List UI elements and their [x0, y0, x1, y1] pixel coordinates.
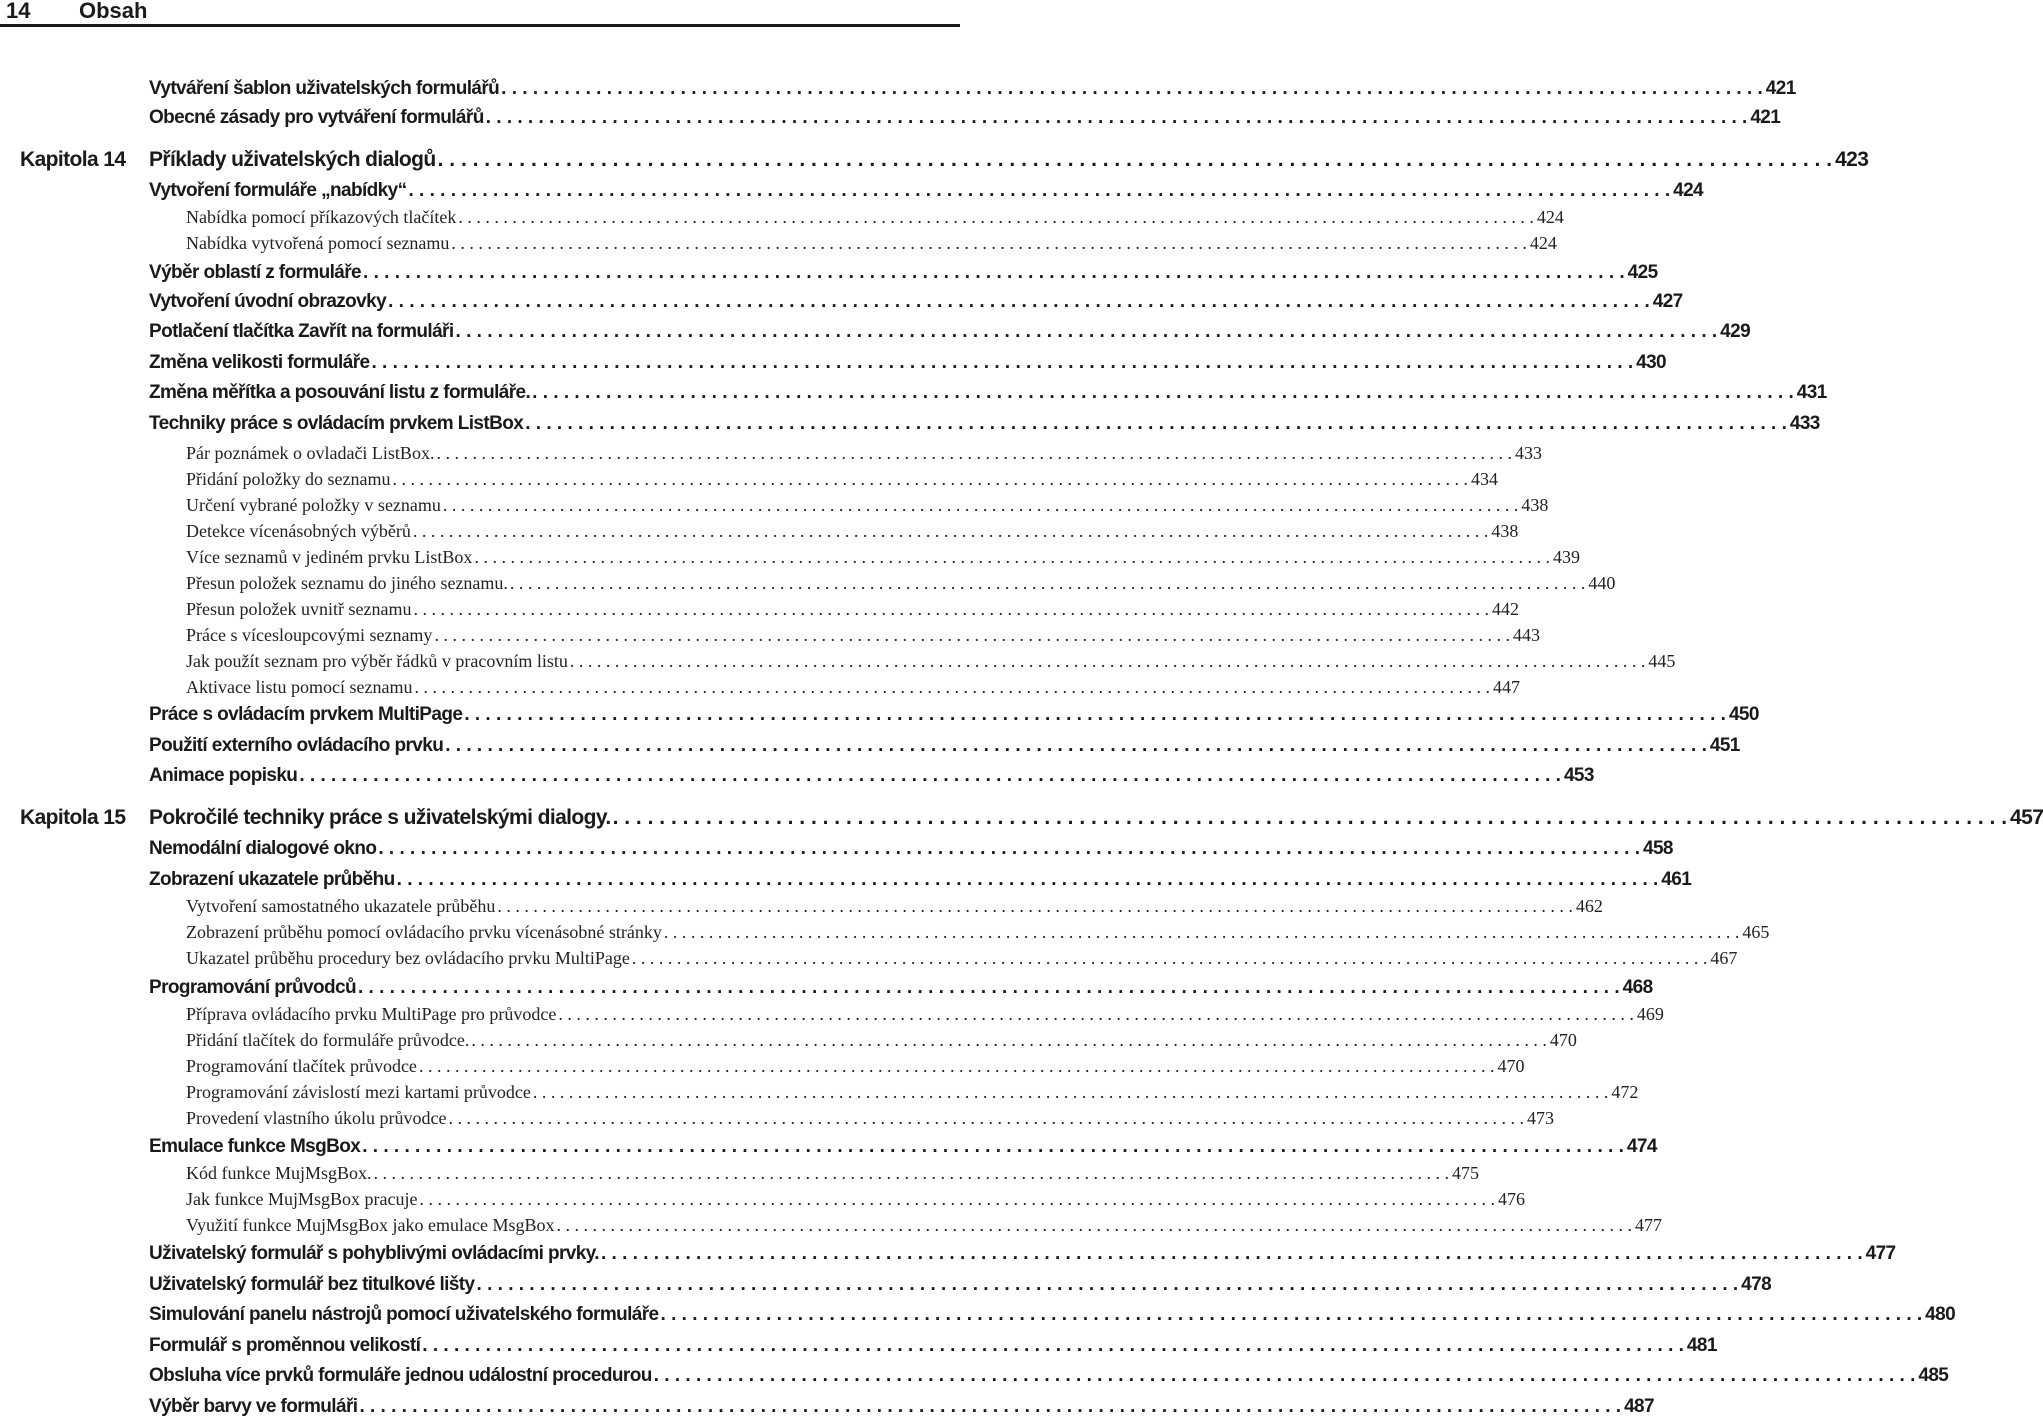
- entry-title: Příklady uživatelských dialogů: [149, 148, 436, 171]
- toc-section-row[interactable]: [0, 735, 1740, 761]
- entry-title: Vytvoření samostatného ukazatele průběhu: [186, 896, 496, 916]
- entry-title: Přidání položky do seznamu: [186, 469, 391, 489]
- entry-title: Ukazatel průběhu procedury bez ovládacího prvku MultiPage: [186, 948, 630, 968]
- page-title: Obsah: [79, 0, 148, 23]
- entry-title: Vytvoření úvodní obrazovky: [149, 291, 387, 312]
- toc-subsection-row[interactable]: [0, 207, 1564, 233]
- entry-title: Aktivace listu pomocí seznamu: [186, 677, 413, 697]
- dot-leader: . . . . . . . . . . . . . . . . . . . . . . . . . . . . . . . . . . . . . . . . . . . . . . . . . . . . . . . . . . . . . . . . . . . . . . . . . . . . . . . . . . . . . . . . . . . . . . . . . . . . . . . . . . . . . . . . . . . . . . . .: [631, 948, 1708, 968]
- toc-subsection-row[interactable]: [0, 469, 1498, 495]
- page-number: 14: [6, 0, 31, 23]
- toc-section-row[interactable]: [0, 1274, 1772, 1300]
- entry-title: Jak použít seznam pro výběr řádků v pracovním listu: [186, 651, 568, 671]
- entry-title: Práce s ovládacím prvkem MultiPage: [149, 704, 463, 725]
- entry-title: Detekce vícenásobných výběrů: [186, 521, 411, 541]
- entry-page-number: 467: [1710, 948, 1738, 968]
- entry-page-number: 429: [1720, 321, 1751, 342]
- toc-subsection-row[interactable]: [0, 922, 1770, 948]
- dot-leader: . . . . . . . . . . . . . . . . . . . . . . . . . . . . . . . . . . . . . . . . . . . . . . . . . . . . . . . . . . . . . . . . . . . . . . . . . . . . . . . . . . . . . . . . . . . . . . . . . . . . . . . . . . . . . . . . . . . . . . . .: [378, 838, 1640, 859]
- page-header: [0, 0, 960, 28]
- toc-subsection-row[interactable]: [0, 1215, 1662, 1241]
- entry-title: Techniky práce s ovládacím prvkem ListBox: [149, 413, 524, 434]
- entry-title: Práce s vícesloupcovými seznamy: [186, 625, 433, 645]
- entry-page-number: 469: [1636, 1004, 1664, 1024]
- entry-page-number: 477: [1865, 1243, 1896, 1264]
- entry-page-number: 438: [1491, 521, 1519, 541]
- dot-leader: . . . . . . . . . . . . . . . . . . . . . . . . . . . . . . . . . . . . . . . . . . . . . . . . . . . . . . . . . . . . . . . . . . . . . . . . . . . . . . . . . . . . . . . . . . . . . . . . . . . . . . . . . . . . . . . . . . . . . . . .: [359, 1396, 1622, 1417]
- entry-page-number: 434: [1470, 469, 1498, 489]
- dot-leader: . . . . . . . . . . . . . . . . . . . . . . . . . . . . . . . . . . . . . . . . . . . . . . . . . . . . . . . . . . . . . . . . . . . . . . . . . . . . . . . . . . . . . . . . . . . . . . . . . . . . . . . . . . . . . . . . . . . . . . . .: [445, 735, 1707, 756]
- toc-chapter-row[interactable]: [0, 806, 2043, 832]
- entry-title: Obecné zásady pro vytváření formulářů: [149, 107, 484, 128]
- toc-section-row[interactable]: [0, 869, 1692, 895]
- entry-title: Kód funkce MujMsgBox.: [186, 1163, 372, 1183]
- entry-title: Formulář s proměnnou velikostí: [149, 1335, 421, 1356]
- entry-page-number: 472: [1611, 1082, 1639, 1102]
- entry-page-number: 424: [1536, 207, 1564, 227]
- dot-leader: . . . . . . . . . . . . . . . . . . . . . . . . . . . . . . . . . . . . . . . . . . . . . . . . . . . . . . . . . . . . . . . . . . . . . . . . . . . . . . . . . . . . . . . . . . . . . . . . . . . . . . . . . . . . . . . . . . . . . . . .: [612, 806, 2008, 829]
- entry-page-number: 470: [1497, 1056, 1525, 1076]
- entry-page-number: 445: [1648, 651, 1676, 671]
- entry-page-number: 480: [1925, 1304, 1956, 1325]
- entry-title: Vytváření šablon uživatelských formulářů: [149, 78, 500, 99]
- toc-section-row[interactable]: [0, 838, 1673, 864]
- entry-title: Programování průvodců: [149, 977, 356, 998]
- entry-title: Změna měřítka a posouvání listu z formuláře.: [149, 382, 531, 403]
- entry-page-number: 477: [1634, 1215, 1662, 1235]
- dot-leader: . . . . . . . . . . . . . . . . . . . . . . . . . . . . . . . . . . . . . . . . . . . . . . . . . . . . . . . . . . . . . . . . . . . . . . . . . . . . . . . . . . . . . . . . . . . . . . . . . . . . . . . . . . . . . . . . . . . . . . . .: [414, 677, 1490, 697]
- dot-leader: . . . . . . . . . . . . . . . . . . . . . . . . . . . . . . . . . . . . . . . . . . . . . . . . . . . . . . . . . . . . . . . . . . . . . . . . . . . . . . . . . . . . . . . . . . . . . . . . . . . . . . . . . . . . . . . . . . . . . . . .: [556, 1215, 1632, 1235]
- dot-leader: . . . . . . . . . . . . . . . . . . . . . . . . . . . . . . . . . . . . . . . . . . . . . . . . . . . . . . . . . . . . . . . . . . . . . . . . . . . . . . . . . . . . . . . . . . . . . . . . . . . . . . . . . . . . . . . . . . . . . . . .: [660, 1304, 1923, 1325]
- entry-title: Emulace funkce MsgBox: [149, 1136, 361, 1157]
- toc-subsection-row[interactable]: [0, 677, 1520, 703]
- toc-section-row[interactable]: [0, 765, 1594, 791]
- entry-page-number: 424: [1673, 180, 1704, 201]
- entry-page-number: 453: [1563, 765, 1594, 786]
- entry-title: Provedení vlastního úkolu průvodce: [186, 1108, 447, 1128]
- toc-section-row[interactable]: [0, 352, 1667, 378]
- entry-title: Vytvoření formuláře „nabídky“: [149, 180, 407, 201]
- entry-page-number: 431: [1796, 382, 1827, 403]
- dot-leader: . . . . . . . . . . . . . . . . . . . . . . . . . . . . . . . . . . . . . . . . . . . . . . . . . . . . . . . . . . . . . . . . . . . . . . . . . . . . . . . . . . . . . . . . . . . . . . . . . . . . . . . . . . . . . . . . . . . . . . . .: [451, 233, 1527, 253]
- dot-leader: . . . . . . . . . . . . . . . . . . . . . . . . . . . . . . . . . . . . . . . . . . . . . . . . . . . . . . . . . . . . . . . . . . . . . . . . . . . . . . . . . . . . . . . . . . . . . . . . . . . . . . . . . . . . . . . . . . . . . . . .: [436, 443, 1512, 463]
- entry-title: Využití funkce MujMsgBox jako emulace MsgBox: [186, 1215, 555, 1235]
- toc-subsection-row[interactable]: [0, 495, 1549, 521]
- dot-leader: . . . . . . . . . . . . . . . . . . . . . . . . . . . . . . . . . . . . . . . . . . . . . . . . . . . . . . . . . . . . . . . . . . . . . . . . . . . . . . . . . . . . . . . . . . . . . . . . . . . . . . . . . . . . . . . . . . . . . . . .: [418, 1056, 1495, 1076]
- toc-section-row[interactable]: [0, 107, 1781, 133]
- entry-title: Zobrazení ukazatele průběhu: [149, 869, 395, 890]
- toc-section-row[interactable]: [0, 180, 1704, 206]
- entry-title: Více seznamů v jediném prvku ListBox: [186, 547, 473, 567]
- toc-section-row[interactable]: [0, 291, 1683, 317]
- dot-leader: . . . . . . . . . . . . . . . . . . . . . . . . . . . . . . . . . . . . . . . . . . . . . . . . . . . . . . . . . . . . . . . . . . . . . . . . . . . . . . . . . . . . . . . . . . . . . . . . . . . . . . . . . . . . . . . . . . . . . . . .: [663, 922, 1740, 942]
- entry-page-number: 421: [1765, 78, 1796, 99]
- dot-leader: . . . . . . . . . . . . . . . . . . . . . . . . . . . . . . . . . . . . . . . . . . . . . . . . . . . . . . . . . . . . . . . . . . . . . . . . . . . . . . . . . . . . . . . . . . . . . . . . . . . . . . . . . . . . . . . . . . . . . . . .: [388, 291, 1650, 312]
- entry-page-number: 474: [1626, 1136, 1657, 1157]
- dot-leader: . . . . . . . . . . . . . . . . . . . . . . . . . . . . . . . . . . . . . . . . . . . . . . . . . . . . . . . . . . . . . . . . . . . . . . . . . . . . . . . . . . . . . . . . . . . . . . . . . . . . . . . . . . . . . . . . . . . . . . . .: [358, 977, 1620, 998]
- dot-leader: . . . . . . . . . . . . . . . . . . . . . . . . . . . . . . . . . . . . . . . . . . . . . . . . . . . . . . . . . . . . . . . . . . . . . . . . . . . . . . . . . . . . . . . . . . . . . . . . . . . . . . . . . . . . . . . . . . . . . . . .: [464, 704, 1726, 725]
- entry-page-number: 425: [1627, 262, 1658, 283]
- entry-page-number: 427: [1652, 291, 1683, 312]
- toc-subsection-row[interactable]: [0, 1108, 1554, 1134]
- entry-page-number: 443: [1512, 625, 1540, 645]
- dot-leader: . . . . . . . . . . . . . . . . . . . . . . . . . . . . . . . . . . . . . . . . . . . . . . . . . . . . . . . . . . . . . . . . . . . . . . . . . . . . . . . . . . . . . . . . . . . . . . . . . . . . . . . . . . . . . . . . . . . . . . . .: [558, 1004, 1634, 1024]
- entry-page-number: 457: [2010, 806, 2043, 829]
- dot-leader: . . . . . . . . . . . . . . . . . . . . . . . . . . . . . . . . . . . . . . . . . . . . . . . . . . . . . . . . . . . . . . . . . . . . . . . . . . . . . . . . . . . . . . . . . . . . . . . . . . . . . . . . . . . . . . . . . . . . . . . .: [422, 1335, 1684, 1356]
- toc-section-row[interactable]: [0, 382, 1827, 408]
- toc-section-row[interactable]: [0, 262, 1658, 288]
- dot-leader: . . . . . . . . . . . . . . . . . . . . . . . . . . . . . . . . . . . . . . . . . . . . . . . . . . . . . . . . . . . . . . . . . . . . . . . . . . . . . . . . . . . . . . . . . . . . . . . . . . . . . . . . . . . . . . . . . . . . . . . .: [373, 1163, 1449, 1183]
- dot-leader: . . . . . . . . . . . . . . . . . . . . . . . . . . . . . . . . . . . . . . . . . . . . . . . . . . . . . . . . . . . . . . . . . . . . . . . . . . . . . . . . . . . . . . . . . . . . . . . . . . . . . . . . . . . . . . . . . . . . . . . .: [532, 382, 1794, 403]
- toc-section-row[interactable]: [0, 321, 1751, 347]
- dot-leader: . . . . . . . . . . . . . . . . . . . . . . . . . . . . . . . . . . . . . . . . . . . . . . . . . . . . . . . . . . . . . . . . . . . . . . . . . . . . . . . . . . . . . . . . . . . . . . . . . . . . . . . . . . . . . . . . . . . . . . . .: [525, 413, 1787, 434]
- dot-leader: . . . . . . . . . . . . . . . . . . . . . . . . . . . . . . . . . . . . . . . . . . . . . . . . . . . . . . . . . . . . . . . . . . . . . . . . . . . . . . . . . . . . . . . . . . . . . . . . . . . . . . . . . . . . . . . . . . . . . . . .: [396, 869, 1659, 890]
- dot-leader: . . . . . . . . . . . . . . . . . . . . . . . . . . . . . . . . . . . . . . . . . . . . . . . . . . . . . . . . . . . . . . . . . . . . . . . . . . . . . . . . . . . . . . . . . . . . . . . . . . . . . . . . . . . . . . . . . . . . . . . .: [509, 573, 1586, 593]
- dot-leader: . . . . . . . . . . . . . . . . . . . . . . . . . . . . . . . . . . . . . . . . . . . . . . . . . . . . . . . . . . . . . . . . . . . . . . . . . . . . . . . . . . . . . . . . . . . . . . . . . . . . . . . . . . . . . . . . . . . . . . . .: [412, 521, 1489, 541]
- entry-page-number: 475: [1452, 1163, 1479, 1183]
- entry-title: Použití externího ovládacího prvku: [149, 735, 444, 756]
- entry-title: Výběr oblastí z formuláře: [149, 262, 362, 283]
- entry-page-number: 424: [1529, 233, 1557, 253]
- dot-leader: . . . . . . . . . . . . . . . . . . . . . . . . . . . . . . . . . . . . . . . . . . . . . . . . . . . . . . . . . . . . . . . . . . . . . . . . . . . . . . . . . . . . . . . . . . . . . . . . . . . . . . . . . . . . . . . . . . . . . . . .: [471, 1030, 1547, 1050]
- entry-title: Programování závislostí mezi kartami průvodce: [186, 1082, 531, 1102]
- entry-page-number: 461: [1661, 869, 1692, 890]
- dot-leader: . . . . . . . . . . . . . . . . . . . . . . . . . . . . . . . . . . . . . . . . . . . . . . . . . . . . . . . . . . . . . . . . . . . . . . . . . . . . . . . . . . . . . . . . . . . . . . . . . . . . . . . . . . . . . . . . . . . . . . . .: [476, 1274, 1739, 1295]
- toc-subsection-row[interactable]: [0, 599, 1519, 625]
- entry-page-number: 470: [1549, 1030, 1577, 1050]
- toc-subsection-row[interactable]: [0, 948, 1738, 974]
- toc-section-row[interactable]: [0, 78, 1796, 104]
- entry-title: Animace popisku: [149, 765, 298, 786]
- entry-title: Potlačení tlačítka Zavřít na formuláři: [149, 321, 454, 342]
- dot-leader: . . . . . . . . . . . . . . . . . . . . . . . . . . . . . . . . . . . . . . . . . . . . . . . . . . . . . . . . . . . . . . . . . . . . . . . . . . . . . . . . . . . . . . . . . . . . . . . . . . . . . . . . . . . . . . . . . . . . . . . .: [299, 765, 1561, 786]
- dot-leader: . . . . . . . . . . . . . . . . . . . . . . . . . . . . . . . . . . . . . . . . . . . . . . . . . . . . . . . . . . . . . . . . . . . . . . . . . . . . . . . . . . . . . . . . . . . . . . . . . . . . . . . . . . . . . . . . . . . . . . . .: [474, 547, 1550, 567]
- entry-page-number: 423: [1835, 148, 1869, 171]
- entry-title: Pokročilé techniky práce s uživatelskými dialogy.: [149, 806, 611, 829]
- entry-page-number: 440: [1588, 573, 1616, 593]
- entry-page-number: 462: [1575, 896, 1603, 916]
- entry-title: Změna velikosti formuláře: [149, 352, 370, 373]
- entry-title: Nabídka vytvořená pomocí seznamu: [186, 233, 450, 253]
- toc-subsection-row[interactable]: [0, 1082, 1639, 1108]
- entry-title: Pár poznámek o ovladači ListBox.: [186, 443, 435, 463]
- entry-page-number: 430: [1636, 352, 1667, 373]
- dot-leader: . . . . . . . . . . . . . . . . . . . . . . . . . . . . . . . . . . . . . . . . . . . . . . . . . . . . . . . . . . . . . . . . . . . . . . . . . . . . . . . . . . . . . . . . . . . . . . . . . . . . . . . . . . . . . . . . . . . . . . . .: [362, 1136, 1624, 1157]
- entry-page-number: 421: [1750, 107, 1781, 128]
- toc-section-row[interactable]: [0, 977, 1653, 1003]
- dot-leader: . . . . . . . . . . . . . . . . . . . . . . . . . . . . . . . . . . . . . . . . . . . . . . . . . . . . . . . . . . . . . . . . . . . . . . . . . . . . . . . . . . . . . . . . . . . . . . . . . . . . . . . . . . . . . . . . . . . . . . . .: [600, 1243, 1863, 1264]
- entry-title: Zobrazení průběhu pomocí ovládacího prvku vícenásobné stránky: [186, 922, 662, 942]
- entry-page-number: 481: [1686, 1335, 1717, 1356]
- entry-page-number: 450: [1728, 704, 1759, 725]
- toc-subsection-row[interactable]: [0, 625, 1540, 651]
- entry-page-number: 465: [1742, 922, 1770, 942]
- dot-leader: . . . . . . . . . . . . . . . . . . . . . . . . . . . . . . . . . . . . . . . . . . . . . . . . . . . . . . . . . . . . . . . . . . . . . . . . . . . . . . . . . . . . . . . . . . . . . . . . . . . . . . . . . . . . . . . . . . . . . . . .: [437, 148, 1833, 171]
- dot-leader: . . . . . . . . . . . . . . . . . . . . . . . . . . . . . . . . . . . . . . . . . . . . . . . . . . . . . . . . . . . . . . . . . . . . . . . . . . . . . . . . . . . . . . . . . . . . . . . . . . . . . . . . . . . . . . . . . . . . . . . .: [501, 78, 1763, 99]
- toc-section-row[interactable]: [0, 1335, 1717, 1361]
- entry-title: Simulování panelu nástrojů pomocí uživatelského formuláře: [149, 1304, 659, 1325]
- dot-leader: . . . . . . . . . . . . . . . . . . . . . . . . . . . . . . . . . . . . . . . . . . . . . . . . . . . . . . . . . . . . . . . . . . . . . . . . . . . . . . . . . . . . . . . . . . . . . . . . . . . . . . . . . . . . . . . . . . . . . . . .: [434, 625, 1510, 645]
- entry-title: Přidání tlačítek do formuláře průvodce.: [186, 1030, 470, 1050]
- entry-title: Jak funkce MujMsgBox pracuje: [186, 1189, 418, 1209]
- dot-leader: . . . . . . . . . . . . . . . . . . . . . . . . . . . . . . . . . . . . . . . . . . . . . . . . . . . . . . . . . . . . . . . . . . . . . . . . . . . . . . . . . . . . . . . . . . . . . . . . . . . . . . . . . . . . . . . . . . . . . . . .: [455, 321, 1718, 342]
- dot-leader: . . . . . . . . . . . . . . . . . . . . . . . . . . . . . . . . . . . . . . . . . . . . . . . . . . . . . . . . . . . . . . . . . . . . . . . . . . . . . . . . . . . . . . . . . . . . . . . . . . . . . . . . . . . . . . . . . . . . . . . .: [485, 107, 1748, 128]
- entry-page-number: 438: [1521, 495, 1549, 515]
- entry-title: Nabídka pomocí příkazových tlačítek: [186, 207, 457, 227]
- entry-page-number: 478: [1741, 1274, 1772, 1295]
- dot-leader: . . . . . . . . . . . . . . . . . . . . . . . . . . . . . . . . . . . . . . . . . . . . . . . . . . . . . . . . . . . . . . . . . . . . . . . . . . . . . . . . . . . . . . . . . . . . . . . . . . . . . . . . . . . . . . . . . . . . . . . .: [569, 651, 1646, 671]
- entry-page-number: 485: [1918, 1365, 1949, 1386]
- toc-section-row[interactable]: [0, 1136, 1657, 1162]
- toc-subsection-row[interactable]: [0, 1004, 1664, 1030]
- toc-section-row[interactable]: [0, 704, 1759, 730]
- dot-leader: . . . . . . . . . . . . . . . . . . . . . . . . . . . . . . . . . . . . . . . . . . . . . . . . . . . . . . . . . . . . . . . . . . . . . . . . . . . . . . . . . . . . . . . . . . . . . . . . . . . . . . . . . . . . . . . . . . . . . . . .: [497, 896, 1573, 916]
- toc-subsection-row[interactable]: [0, 651, 1676, 677]
- toc-subsection-row[interactable]: [0, 443, 1542, 469]
- entry-page-number: 442: [1491, 599, 1519, 619]
- entry-title: Uživatelský formulář bez titulkové lišty: [149, 1274, 475, 1295]
- dot-leader: . . . . . . . . . . . . . . . . . . . . . . . . . . . . . . . . . . . . . . . . . . . . . . . . . . . . . . . . . . . . . . . . . . . . . . . . . . . . . . . . . . . . . . . . . . . . . . . . . . . . . . . . . . . . . . . . . . . . . . . .: [448, 1108, 1524, 1128]
- toc-subsection-row[interactable]: [0, 547, 1580, 573]
- header-rule: [0, 24, 960, 27]
- entry-page-number: 476: [1497, 1189, 1525, 1209]
- toc-section-row[interactable]: [0, 1304, 1956, 1330]
- entry-title: Výběr barvy ve formuláři: [149, 1396, 358, 1417]
- entry-page-number: 451: [1709, 735, 1740, 756]
- entry-page-number: 473: [1526, 1108, 1554, 1128]
- entry-title: Programování tlačítek průvodce: [186, 1056, 417, 1076]
- dot-leader: . . . . . . . . . . . . . . . . . . . . . . . . . . . . . . . . . . . . . . . . . . . . . . . . . . . . . . . . . . . . . . . . . . . . . . . . . . . . . . . . . . . . . . . . . . . . . . . . . . . . . . . . . . . . . . . . . . . . . . . .: [371, 352, 1634, 373]
- chapter-label: Kapitola 14: [20, 148, 126, 171]
- entry-page-number: 487: [1624, 1396, 1654, 1417]
- toc-subsection-row[interactable]: [0, 521, 1519, 547]
- dot-leader: . . . . . . . . . . . . . . . . . . . . . . . . . . . . . . . . . . . . . . . . . . . . . . . . . . . . . . . . . . . . . . . . . . . . . . . . . . . . . . . . . . . . . . . . . . . . . . . . . . . . . . . . . . . . . . . . . . . . . . . .: [408, 180, 1671, 201]
- dot-leader: . . . . . . . . . . . . . . . . . . . . . . . . . . . . . . . . . . . . . . . . . . . . . . . . . . . . . . . . . . . . . . . . . . . . . . . . . . . . . . . . . . . . . . . . . . . . . . . . . . . . . . . . . . . . . . . . . . . . . . . .: [392, 469, 1468, 489]
- toc-subsection-row[interactable]: [0, 573, 1616, 599]
- entry-title: Nemodální dialogové okno: [149, 838, 377, 859]
- entry-page-number: 458: [1643, 838, 1673, 859]
- toc-subsection-row[interactable]: [0, 1163, 1479, 1189]
- entry-title: Uživatelský formulář s pohyblivými ovládacími prvky.: [149, 1243, 599, 1264]
- entry-title: Přesun položek uvnitř seznamu: [186, 599, 412, 619]
- entry-title: Obsluha více prvků formuláře jednou událostní procedurou: [149, 1365, 652, 1386]
- entry-title: Přesun položek seznamu do jiného seznamu.: [186, 573, 508, 593]
- entry-page-number: 433: [1514, 443, 1542, 463]
- dot-leader: . . . . . . . . . . . . . . . . . . . . . . . . . . . . . . . . . . . . . . . . . . . . . . . . . . . . . . . . . . . . . . . . . . . . . . . . . . . . . . . . . . . . . . . . . . . . . . . . . . . . . . . . . . . . . . . . . . . . . . . .: [458, 207, 1534, 227]
- dot-leader: . . . . . . . . . . . . . . . . . . . . . . . . . . . . . . . . . . . . . . . . . . . . . . . . . . . . . . . . . . . . . . . . . . . . . . . . . . . . . . . . . . . . . . . . . . . . . . . . . . . . . . . . . . . . . . . . . . . . . . . .: [419, 1189, 1495, 1209]
- dot-leader: . . . . . . . . . . . . . . . . . . . . . . . . . . . . . . . . . . . . . . . . . . . . . . . . . . . . . . . . . . . . . . . . . . . . . . . . . . . . . . . . . . . . . . . . . . . . . . . . . . . . . . . . . . . . . . . . . . . . . . . .: [442, 495, 1519, 515]
- chapter-label: Kapitola 15: [20, 806, 126, 829]
- dot-leader: . . . . . . . . . . . . . . . . . . . . . . . . . . . . . . . . . . . . . . . . . . . . . . . . . . . . . . . . . . . . . . . . . . . . . . . . . . . . . . . . . . . . . . . . . . . . . . . . . . . . . . . . . . . . . . . . . . . . . . . .: [363, 262, 1625, 283]
- entry-page-number: 433: [1789, 413, 1820, 434]
- dot-leader: . . . . . . . . . . . . . . . . . . . . . . . . . . . . . . . . . . . . . . . . . . . . . . . . . . . . . . . . . . . . . . . . . . . . . . . . . . . . . . . . . . . . . . . . . . . . . . . . . . . . . . . . . . . . . . . . . . . . . . . .: [413, 599, 1489, 619]
- toc-section-row[interactable]: [0, 1396, 1654, 1422]
- toc-section-row[interactable]: [0, 413, 1820, 439]
- toc-subsection-row[interactable]: [0, 1189, 1525, 1215]
- entry-title: Příprava ovládacího prvku MultiPage pro průvodce: [186, 1004, 557, 1024]
- dot-leader: . . . . . . . . . . . . . . . . . . . . . . . . . . . . . . . . . . . . . . . . . . . . . . . . . . . . . . . . . . . . . . . . . . . . . . . . . . . . . . . . . . . . . . . . . . . . . . . . . . . . . . . . . . . . . . . . . . . . . . . .: [532, 1082, 1609, 1102]
- toc-subsection-row[interactable]: [0, 1056, 1525, 1082]
- entry-title: Určení vybrané položky v seznamu: [186, 495, 441, 515]
- toc-section-row[interactable]: [0, 1243, 1896, 1269]
- toc-subsection-row[interactable]: [0, 1030, 1577, 1056]
- entry-page-number: 439: [1552, 547, 1580, 567]
- toc-section-row[interactable]: [0, 1365, 1949, 1391]
- entry-page-number: 447: [1492, 677, 1520, 697]
- toc-chapter-row[interactable]: [0, 148, 1869, 174]
- dot-leader: . . . . . . . . . . . . . . . . . . . . . . . . . . . . . . . . . . . . . . . . . . . . . . . . . . . . . . . . . . . . . . . . . . . . . . . . . . . . . . . . . . . . . . . . . . . . . . . . . . . . . . . . . . . . . . . . . . . . . . . .: [653, 1365, 1916, 1386]
- toc-subsection-row[interactable]: [0, 896, 1603, 922]
- toc-subsection-row[interactable]: [0, 233, 1557, 259]
- entry-page-number: 468: [1622, 977, 1653, 998]
